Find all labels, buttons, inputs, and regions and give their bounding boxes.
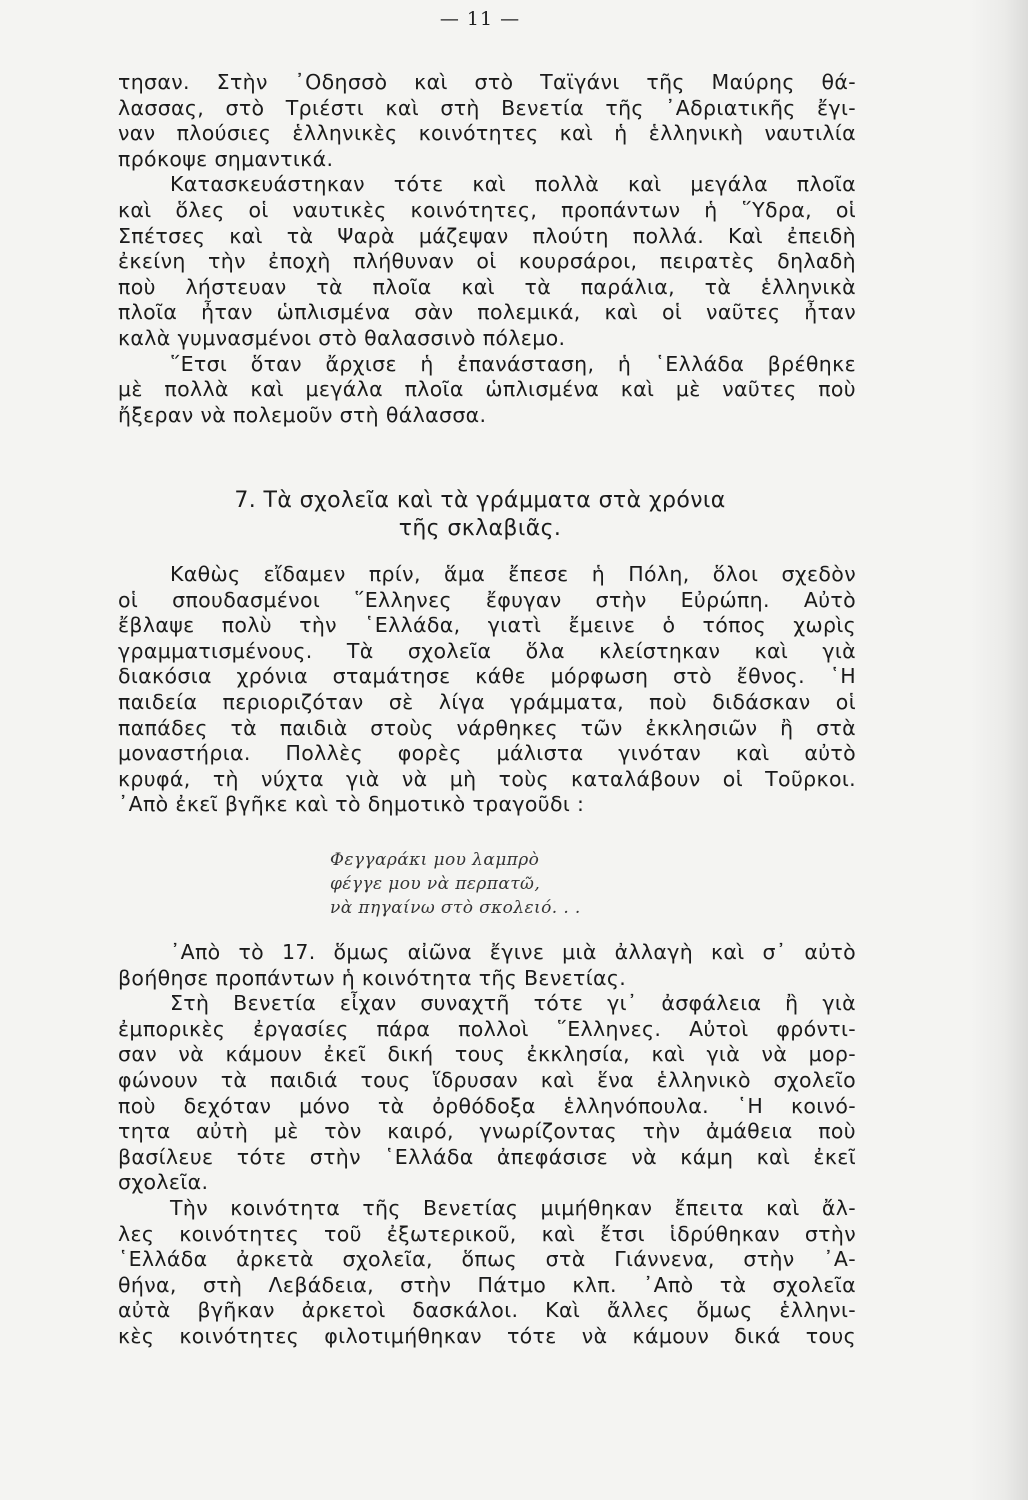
text-line: βασίλευε τότε στὴν ῾Ελλάδα ἀπεφάσισε νὰ κάμη καὶ ἐκεῖ xyxy=(118,1144,856,1169)
text-line: ἔβλαψε πολὺ τὴν ῾Ελλάδα, γιατὶ ἔμεινε ὁ τόπος χωρὶς xyxy=(118,613,856,638)
text-line: Τὴν κοινότητα τῆς Βενετίας μιμήθηκαν ἔπειτα καὶ ἄλ- xyxy=(170,1195,856,1220)
verse-line: νὰ πηγαίνω στὸ σκολειό. . . xyxy=(330,898,581,918)
text-line: κρυφά, τὴ νύχτα γιὰ νὰ μὴ τοὺς καταλάβουν οἱ Τοῦρκοι. xyxy=(118,766,856,791)
text-line: ἐκείνη τὴν ἐποχὴ πλήθυναν οἱ κουρσάροι, πειρατὲς δηλαδὴ xyxy=(118,249,856,274)
text-line: κὲς κοινότητες φιλοτιμήθηκαν τότε νὰ κάμουν δικά τους xyxy=(118,1323,856,1348)
text-line: ᾿Απὸ τὸ 17. ὅμως αἰῶνα ἔγινε μιὰ ἀλλαγὴ καὶ σ᾿ αὐτὸ xyxy=(170,940,856,964)
text-line: σαν νὰ κάμουν ἐκεῖ δική τους ἐκκλησία, καὶ γιὰ νὰ μορ- xyxy=(118,1042,856,1067)
text-line: πρόκοψε σημαντικά. xyxy=(118,146,334,171)
text-line: σχολεῖα. xyxy=(118,1170,209,1195)
text-line: γραμματισμένους. Τὰ σχολεῖα ὅλα κλείστηκαν καὶ γιὰ xyxy=(118,638,856,663)
text-line: Στὴ Βενετία εἶχαν συναχτῆ τότε γι᾿ ἀσφάλεια ἢ γιὰ xyxy=(170,991,856,1016)
text-line: τητα αὐτὴ μὲ τὸν καιρό, γνωρίζοντας τὴν ἀμάθεια ποὺ xyxy=(118,1119,856,1144)
text-line: ῾Ελλάδα ἀρκετὰ σχολεῖα, ὅπως στὰ Γιάννενα, στὴν ᾿Α- xyxy=(118,1247,856,1272)
text-line: θήνα, στὴ Λεβάδεια, στὴν Πάτμο κλπ. ᾿Απὸ τὰ σχολεῖα xyxy=(118,1272,856,1297)
text-line: καὶ ὅλες οἱ ναυτικὲς κοινότητες, προπάντων ἡ ῞Υδρα, οἱ xyxy=(118,197,856,222)
section-heading-line-1: 7. Τὰ σχολεῖα καὶ τὰ γράμματα στὰ χρόνια xyxy=(234,488,726,513)
text-line: Κατασκευάστηκαν τότε καὶ πολλὰ καὶ μεγάλα πλοῖα xyxy=(170,172,856,197)
text-line: βοήθησε προπάντων ἡ κοινότητα τῆς Βενετίας. xyxy=(118,965,627,990)
text-line: ἤξεραν νὰ πολεμοῦν στὴ θάλασσα. xyxy=(118,402,487,427)
text-line: ναν πλούσιες ἑλληνικὲς κοινότητες καὶ ἡ ἑλληνικὴ ναυτιλία xyxy=(118,121,856,146)
text-line: Σπέτσες καὶ τὰ Ψαρὰ μάζεψαν πλούτη πολλά. Καὶ ἐπειδὴ xyxy=(118,223,856,248)
text-line: παπάδες τὰ παιδιὰ στοὺς νάρθηκες τῶν ἐκκλησιῶν ἢ στὰ xyxy=(118,715,856,740)
verse-line: φέγγε μου νὰ περπατῶ, xyxy=(330,874,541,894)
paragraph-block-3 xyxy=(118,940,856,1350)
text-line: καλὰ γυμνασμένοι στὸ θαλασσινὸ πόλεμο. xyxy=(118,325,566,350)
paragraph-block-2 xyxy=(118,562,856,818)
text-line: τησαν. Στὴν ᾿Οδησσὸ καὶ στὸ Ταϊγάνι τῆς Μαύρης θά- xyxy=(118,70,856,94)
text-line: λες κοινότητες τοῦ ἐξωτερικοῦ, καὶ ἔτσι ἱδρύθηκαν στὴν xyxy=(118,1221,856,1246)
text-line: μοναστήρια. Πολλὲς φορὲς μάλιστα γινόταν καὶ αὐτὸ xyxy=(118,741,856,766)
text-line: Καθὼς εἴδαμεν πρίν, ἅμα ἔπεσε ἡ Πόλη, ὅλοι σχεδὸν xyxy=(170,562,856,586)
text-line: ποὺ λήστευαν τὰ πλοῖα καὶ τὰ παράλια, τὰ ἑλληνικὰ xyxy=(118,274,856,299)
text-line: ῞Ετσι ὅταν ἄρχισε ἡ ἐπανάσταση, ἡ ῾Ελλάδα βρέθηκε xyxy=(170,351,856,376)
folk-song-verse xyxy=(330,848,581,920)
paragraph-block-1 xyxy=(118,70,856,428)
text-line: φώνουν τὰ παιδιά τους ἵδρυσαν καὶ ἕνα ἑλληνικὸ σχολεῖο xyxy=(118,1067,856,1092)
text-line: ᾿Απὸ ἐκεῖ βγῆκε καὶ τὸ δημοτικὸ τραγοῦδι : xyxy=(118,792,585,817)
text-line: ποὺ δεχόταν μόνο τὰ ὀρθόδοξα ἑλληνόπουλα. ῾Η κοινό- xyxy=(118,1093,856,1118)
page-edge-shadow xyxy=(970,0,1028,1500)
section-heading-line-2: τῆς σκλαβιᾶς. xyxy=(398,516,562,541)
verse-line: Φεγγαράκι μου λαμπρὸ xyxy=(330,850,540,870)
page-number: — 11 — xyxy=(439,8,521,30)
text-line: μὲ πολλὰ καὶ μεγάλα πλοῖα ὡπλισμένα καὶ μὲ ναῦτες ποὺ xyxy=(118,377,856,402)
text-line: διακόσια χρόνια σταμάτησε κάθε μόρφωση στὸ ἔθνος. ῾Η xyxy=(118,664,856,689)
text-line: ἐμπορικὲς ἐργασίες πάρα πολλοὶ ῞Ελληνες. Αὐτοὶ φρόντι- xyxy=(118,1016,856,1041)
text-line: οἱ σπουδασμένοι ῞Ελληνες ἔφυγαν στὴν Εὐρώπη. Αὐτὸ xyxy=(118,587,856,612)
text-line: λασσας, στὸ Τριέστι καὶ στὴ Βενετία τῆς ᾿Αδριατικῆς ἔγι- xyxy=(118,95,856,120)
text-line: πλοῖα ἦταν ὡπλισμένα σὰν πολεμικά, καὶ οἱ ναῦτες ἦταν xyxy=(118,300,856,325)
text-line: παιδεία περιοριζόταν σὲ λίγα γράμματα, ποὺ διδάσκαν οἱ xyxy=(118,689,856,714)
text-line: αὐτὰ βγῆκαν ἀρκετοὶ δασκάλοι. Καὶ ἄλλες ὅμως ἑλληνι- xyxy=(118,1298,856,1323)
